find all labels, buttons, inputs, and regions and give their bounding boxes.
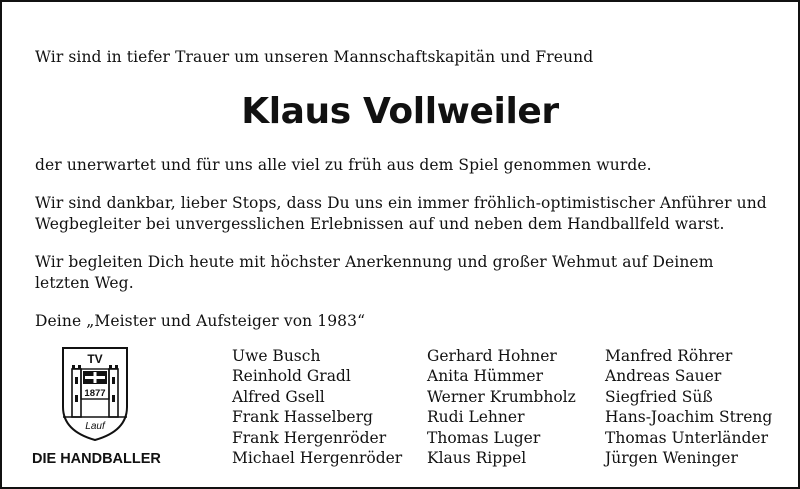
signatory-name: Frank Hasselberg	[232, 408, 373, 427]
crest-tv-text: TV	[87, 352, 103, 366]
intro-text: Wir sind in tiefer Trauer um unseren Mannschaftskapitän und Freund	[35, 48, 594, 66]
paragraph-2: Wir sind dankbar, lieber Stops, dass Du uns ein immer fröhlich-optimistischer Anführer und Wegbegleiter bei unvergesslichen Erlebnissen auf und neben dem Handballfeld warst.	[35, 194, 767, 233]
signatory-name: Siegfried Süß	[605, 387, 713, 406]
signatory-name: Uwe Busch	[232, 347, 321, 365]
signatory-name: Anita Hümmer	[427, 367, 544, 386]
signatory-name: Alfred Gsell	[232, 387, 325, 406]
crest-year-text: 1877	[84, 388, 106, 399]
tv-lauf-crest-icon	[60, 345, 130, 443]
signatory-name: Klaus Rippel	[427, 449, 527, 468]
deceased-name: Klaus Vollweiler	[241, 91, 559, 132]
signatory-name: Hans-Joachim Streng	[605, 408, 773, 427]
signatory-name: Thomas Unterländer	[605, 428, 769, 447]
signatories-column-3	[605, 346, 772, 468]
closing-line: Deine „Meister und Aufsteiger von 1983“	[35, 312, 366, 330]
signatories-column-1	[232, 346, 402, 468]
signatory-name: Michael Hergenröder	[232, 449, 403, 468]
signatory-name: Frank Hergenröder	[232, 428, 387, 447]
signatory-name: Gerhard Hohner	[427, 347, 557, 365]
signatory-name: Rudi Lehner	[427, 408, 525, 427]
signatory-name: Manfred Röhrer	[605, 347, 733, 365]
signatory-name: Thomas Luger	[427, 428, 541, 447]
signatory-name: Werner Krumbholz	[427, 387, 576, 406]
paragraph-3: Wir begleiten Dich heute mit höchster Anerkennung und großer Wehmut auf Deinem letzten Weg.	[35, 253, 714, 292]
signatory-name: Jürgen Weninger	[605, 449, 738, 468]
crest-lauf-text: Lauf	[85, 421, 105, 432]
club-name: DIE HANDBALLER	[32, 451, 161, 467]
signatory-name: Andreas Sauer	[605, 367, 722, 386]
signatory-name: Reinhold Gradl	[232, 367, 351, 386]
signatories-column-2	[427, 346, 576, 468]
paragraph-1: der unerwartet und für uns alle viel zu früh aus dem Spiel genommen wurde.	[35, 156, 652, 174]
